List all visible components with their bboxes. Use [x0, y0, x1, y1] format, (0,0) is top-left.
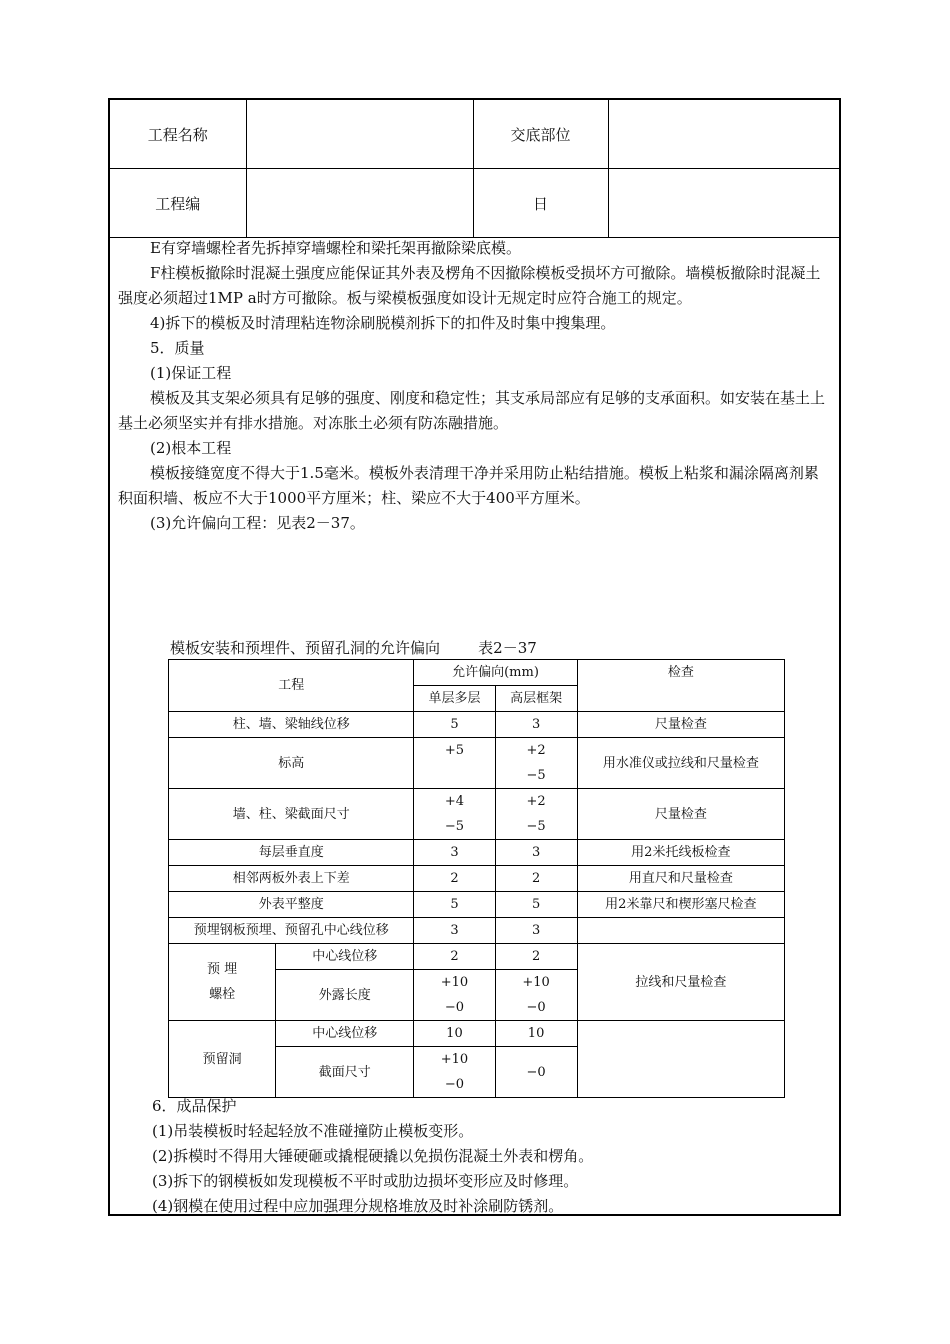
- list-item: (3)拆下的钢模板如发现模板不平时或肋边损坏变形应及时修理。: [152, 1172, 579, 1190]
- table-row: 预 埋 螺栓 中心线位移 2 2 拉线和尺量检查: [169, 944, 785, 970]
- protection-section: [110, 1094, 841, 1219]
- project-no-value: [246, 169, 473, 238]
- table-row: 相邻两板外表上下差 2 2 用直尺和尺量检查: [169, 866, 785, 892]
- bolt-group-label: 预 埋 螺栓: [169, 944, 276, 1021]
- col-header-item: 工程: [169, 660, 414, 712]
- paragraph: F柱模板撤除时混凝土强度应能保证其外表及楞角不因撤除模板受损坏方可撤除。墙模板撤除时混凝土强度必须超过1MP a时方可撤除。板与梁模板强度如设计无规定时应符合施工的规定。: [118, 264, 821, 307]
- sub-heading: (2)根本工程: [150, 439, 232, 457]
- list-item: (1)吊装模板时轻起轻放不准碰撞防止模板变形。: [152, 1122, 474, 1140]
- table-number: 表2－37: [478, 639, 537, 657]
- col-header-deviation: 允许偏向(mm): [414, 660, 577, 686]
- list-item: (2)拆模时不得用大锤硬砸或撬棍硬撬以免损伤混凝土外表和楞角。: [152, 1147, 594, 1165]
- date-label: 日: [473, 169, 608, 238]
- location-label: 交底部位: [473, 100, 608, 169]
- body-text: [110, 236, 841, 536]
- table-row: 预埋钢板预埋、预留孔中心线位移 3 3: [169, 918, 785, 944]
- col-header-high: 高层框架: [495, 686, 577, 712]
- paragraph: E有穿墙螺栓者先拆掉穿墙螺栓和梁托架再撤除梁底模。: [150, 239, 521, 257]
- col-header-check: 检查: [577, 660, 784, 712]
- table-row: 标高 +5 +2 −5 用水准仪或拉线和尺量检查: [169, 738, 785, 789]
- paragraph: 模板接缝宽度不得大于1.5毫米。模板外表清理干净并采用防止粘结措施。模板上粘浆和漏涂隔离剂累积面积墙、板应不大于1000平方厘米；柱、梁应不大于400平方厘米。: [118, 464, 819, 507]
- table-row: 外露长度 +10 −0 +10 −0: [169, 970, 785, 1021]
- paragraph: (3)允许偏向工程：见表2－37。: [150, 514, 365, 532]
- project-name-value: [246, 100, 473, 169]
- list-item: (4)钢模在使用过程中应加强理分规格堆放及时补涂刷防锈剂。: [152, 1197, 564, 1215]
- section-heading: 5．质量: [150, 339, 205, 357]
- project-name-label: 工程名称: [110, 100, 246, 169]
- hole-group-label: 预留洞: [169, 1021, 276, 1098]
- tolerance-table: [168, 659, 785, 1098]
- document-frame: [108, 98, 841, 1216]
- table-row: 每层垂直度 3 3 用2米托线板检查: [169, 840, 785, 866]
- location-value: [608, 100, 841, 169]
- header-table: [110, 100, 841, 238]
- paragraph: 4)拆下的模板及时清理粘连物涂刷脱模剂拆下的扣件及时集中搜集理。: [150, 314, 616, 332]
- table-row: 截面尺寸 +10 −0 −0: [169, 1047, 785, 1098]
- table-caption: 模板安装和预埋件、预留孔洞的允许偏向 表2－37: [170, 639, 537, 657]
- project-no-label: 工程编: [110, 169, 246, 238]
- date-value: [608, 169, 841, 238]
- table-row: 柱、墙、梁轴线位移 5 3 尺量检查: [169, 712, 785, 738]
- table-row: 墙、柱、梁截面尺寸 +4 −5 +2 −5 尺量检查: [169, 789, 785, 840]
- section-heading: 6．成品保护: [152, 1097, 237, 1115]
- sub-heading: (1)保证工程: [150, 364, 232, 382]
- col-header-single: 单层多层: [414, 686, 495, 712]
- table-row: 外表平整度 5 5 用2米靠尺和楔形塞尺检查: [169, 892, 785, 918]
- table-row: 预留洞 中心线位移 10 10: [169, 1021, 785, 1047]
- paragraph: 模板及其支架必须具有足够的强度、刚度和稳定性；其支承局部应有足够的支承面积。如安装在基土上基土必须坚实并有排水措施。对冻胀土必须有防冻融措施。: [118, 389, 826, 432]
